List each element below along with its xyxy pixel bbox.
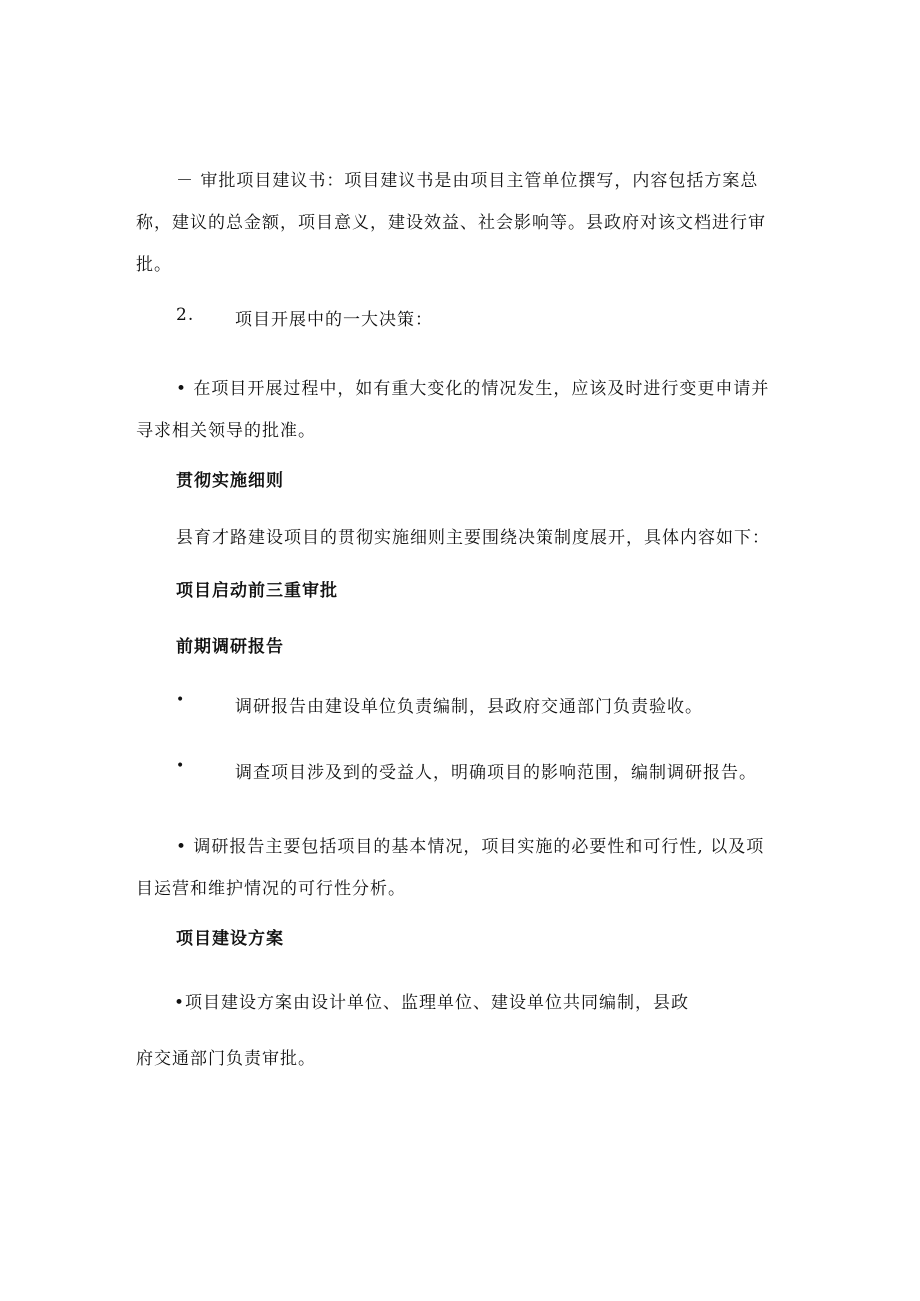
paragraph-line: 称，建议的总金额，项目意义，建设效益、社会影响等。县政府对该文档进行审 bbox=[136, 213, 766, 233]
paragraph-line: • 调研报告主要包括项目的基本情况，项目实施的必要性和可行性, 以及项 bbox=[176, 837, 765, 857]
bullet-mark: • bbox=[176, 758, 186, 774]
paragraph-line: 批。 bbox=[136, 255, 172, 275]
item-text: 项目开展中的一大决策： bbox=[235, 310, 433, 330]
paragraph-intro: 县育才路建设项目的贯彻实施细则主要围绕决策制度展开，具体内容如下： bbox=[176, 528, 770, 548]
paragraph-project-proposal bbox=[136, 160, 766, 286]
paragraph-report-content bbox=[136, 826, 765, 910]
bullet-item bbox=[0, 692, 920, 718]
paragraph-line: 目运营和维护情况的可行性分析。 bbox=[136, 879, 406, 899]
section-heading: 贯彻实施细则 bbox=[176, 471, 284, 491]
section-heading: 项目启动前三重审批 bbox=[176, 581, 338, 601]
bullet-mark: • bbox=[176, 692, 186, 708]
bullet-text: 调研报告由建设单位负责编制，县政府交通部门负责验收。 bbox=[235, 697, 703, 717]
paragraph-construction-plan-continued: 府交通部门负责审批。 bbox=[136, 1049, 316, 1069]
numbered-item-2 bbox=[0, 305, 920, 331]
item-number: 2. bbox=[176, 305, 195, 325]
section-heading: 项目建设方案 bbox=[176, 929, 284, 949]
paragraph-change-request bbox=[136, 368, 770, 452]
paragraph-line: 寻求相关领导的批准。 bbox=[136, 421, 316, 441]
paragraph-line: • 在项目开展过程中，如有重大变化的情况发生，应该及时进行变更申请并 bbox=[176, 379, 770, 399]
bullet-item bbox=[0, 758, 920, 784]
section-heading: 前期调研报告 bbox=[176, 637, 284, 657]
paragraph-line: － 审批项目建议书：项目建议书是由项目主管单位撰写，内容包括方案总 bbox=[176, 171, 759, 191]
bullet-text: 调查项目涉及到的受益人，明确项目的影响范围，编制调研报告。 bbox=[235, 763, 757, 783]
paragraph-construction-plan: •项目建设方案由设计单位、监理单位、建设单位共同编制，县政 bbox=[174, 993, 690, 1013]
